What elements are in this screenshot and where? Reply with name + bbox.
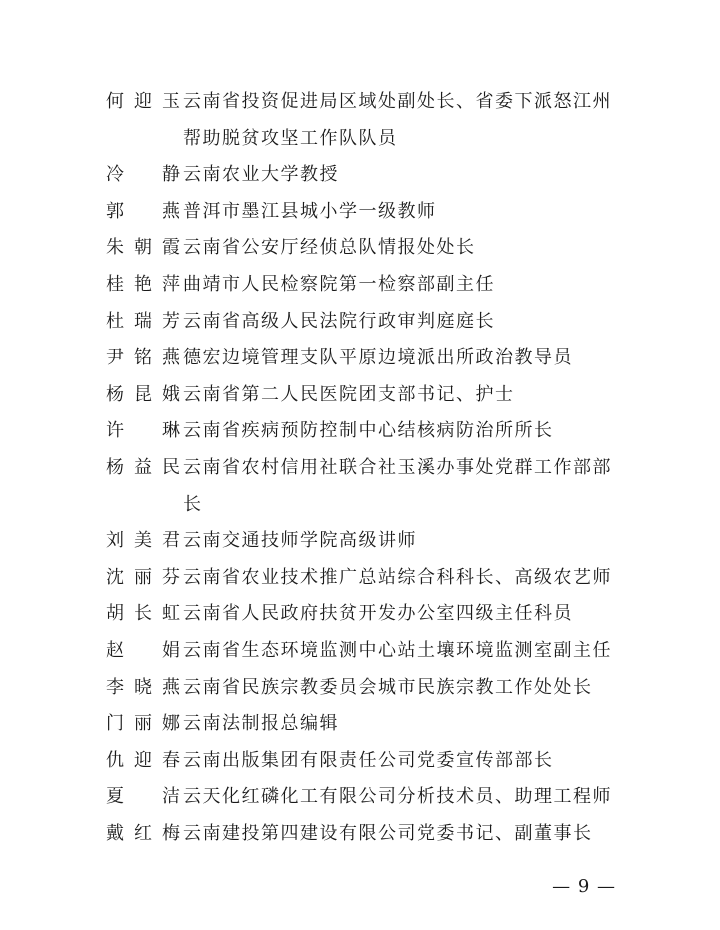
list-item	[0, 304, 720, 341]
person-name: 杜瑞芳	[106, 310, 181, 332]
list-item	[0, 84, 720, 157]
list-item	[0, 706, 720, 743]
person-role: 普洱市墨江县城小学一级教师	[183, 200, 437, 222]
list-item	[0, 194, 720, 231]
list-item	[0, 377, 720, 414]
person-name: 何迎玉	[106, 91, 181, 112]
page-number	[0, 876, 720, 897]
person-role: 云南省农业技术推广总站综合科科长、高级农艺师	[183, 566, 612, 588]
list-item	[0, 633, 720, 670]
person-role: 云南省投资促进局区域处副处长、省委下派怒江州帮助脱贫攻坚工作队队员	[183, 91, 612, 149]
person-role: 云南省民族宗教委员会城市民族宗教工作处处长	[183, 676, 593, 698]
person-role: 云南省疾病预防控制中心结核病防治所所长	[183, 420, 554, 442]
list-item	[0, 450, 720, 523]
list-item	[0, 816, 720, 853]
person-role: 云天化红磷化工有限公司分析技术员、助理工程师	[183, 786, 612, 808]
list-item	[0, 670, 720, 707]
person-name: 刘美君	[106, 530, 181, 552]
person-role: 云南省第二人民医院团支部书记、护士	[183, 383, 515, 405]
person-role: 云南交通技师学院高级讲师	[183, 530, 417, 552]
person-name: 冷 静	[106, 164, 181, 186]
person-name: 许 琳	[106, 420, 181, 442]
person-role: 曲靖市人民检察院第一检察部副主任	[183, 273, 495, 295]
person-name: 沈丽芬	[106, 566, 181, 588]
list-item	[0, 743, 720, 780]
person-name: 仇迎春	[106, 749, 181, 771]
person-name: 李晓燕	[106, 676, 181, 698]
page-number-text: — 9 —	[552, 876, 616, 897]
person-name: 杨益民	[106, 456, 181, 478]
person-name: 夏 洁	[106, 786, 181, 808]
person-role: 云南建投第四建设有限公司党委书记、副董事长	[183, 822, 593, 844]
person-name: 赵 娟	[106, 639, 181, 661]
person-role: 云南省人民政府扶贫开发办公室四级主任科员	[183, 603, 573, 625]
list-item	[0, 267, 720, 304]
person-role: 云南农业大学教授	[183, 164, 339, 186]
list-item	[0, 340, 720, 377]
person-name: 门丽娜	[106, 713, 181, 735]
person-role: 云南法制报总编辑	[183, 713, 339, 735]
honoree-list	[0, 84, 720, 852]
person-name: 尹铭燕	[106, 347, 181, 369]
list-item	[0, 779, 720, 816]
person-name: 桂艳萍	[106, 273, 181, 295]
person-role: 云南省高级人民法院行政审判庭庭长	[183, 310, 495, 332]
person-name: 戴红梅	[106, 822, 181, 844]
list-item	[0, 560, 720, 597]
list-item	[0, 157, 720, 194]
person-name: 胡长虹	[106, 603, 181, 625]
person-role: 德宏边境管理支队平原边境派出所政治教导员	[183, 347, 573, 369]
list-item	[0, 413, 720, 450]
person-name: 朱朝霞	[106, 237, 181, 259]
list-item	[0, 596, 720, 633]
person-role: 云南出版集团有限责任公司党委宣传部部长	[183, 749, 554, 771]
person-role: 云南省农村信用社联合社玉溪办事处党群工作部部长	[183, 456, 612, 515]
person-name: 杨昆娥	[106, 383, 181, 405]
person-role: 云南省生态环境监测中心站土壤环境监测室副主任	[183, 639, 612, 661]
person-name: 郭 燕	[106, 200, 181, 222]
person-role: 云南省公安厅经侦总队情报处处长	[183, 237, 476, 259]
list-item	[0, 523, 720, 560]
list-item	[0, 230, 720, 267]
